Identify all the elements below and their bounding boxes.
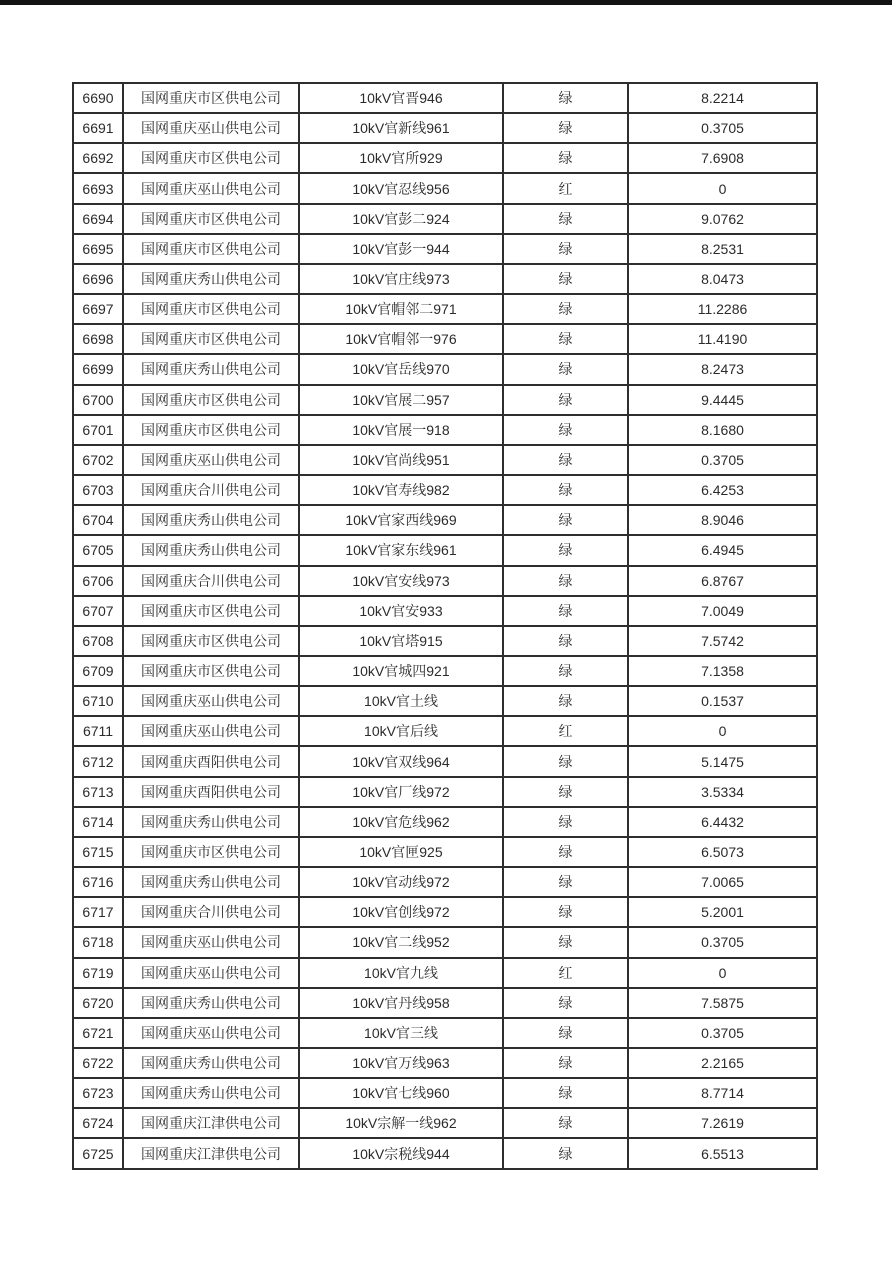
table-row: [73, 324, 817, 354]
company-cell: 国网重庆秀山供电公司: [123, 1078, 299, 1108]
company-cell: 国网重庆巫山供电公司: [123, 173, 299, 203]
value-cell: 0.3705: [628, 113, 817, 143]
line-name-cell: 10kV官匣925: [299, 837, 503, 867]
status-cell: 绿: [503, 294, 628, 324]
status-cell: 绿: [503, 1138, 628, 1168]
company-cell: 国网重庆酉阳供电公司: [123, 746, 299, 776]
table-row: [73, 143, 817, 173]
company-cell: 国网重庆市区供电公司: [123, 204, 299, 234]
table-row: [73, 897, 817, 927]
status-cell: 绿: [503, 475, 628, 505]
page-top-bar: [0, 0, 892, 5]
status-cell: 绿: [503, 505, 628, 535]
value-cell: 6.5073: [628, 837, 817, 867]
company-cell: 国网重庆江津供电公司: [123, 1138, 299, 1168]
status-cell: 绿: [503, 656, 628, 686]
row-number-cell: 6715: [73, 837, 123, 867]
table-row: [73, 173, 817, 203]
line-name-cell: 10kV官九线: [299, 958, 503, 988]
line-name-cell: 10kV官彭二924: [299, 204, 503, 234]
table-row: [73, 475, 817, 505]
company-cell: 国网重庆秀山供电公司: [123, 867, 299, 897]
table-row: [73, 535, 817, 565]
status-cell: 绿: [503, 143, 628, 173]
line-name-cell: 10kV官帽邻二971: [299, 294, 503, 324]
row-number-cell: 6717: [73, 897, 123, 927]
line-name-cell: 10kV官庄线973: [299, 264, 503, 294]
company-cell: 国网重庆秀山供电公司: [123, 354, 299, 384]
status-cell: 绿: [503, 988, 628, 1018]
table-row: [73, 204, 817, 234]
line-name-cell: 10kV官安线973: [299, 566, 503, 596]
table-row: [73, 867, 817, 897]
status-cell: 绿: [503, 324, 628, 354]
company-cell: 国网重庆巫山供电公司: [123, 686, 299, 716]
row-number-cell: 6706: [73, 566, 123, 596]
line-name-cell: 10kV官三线: [299, 1018, 503, 1048]
status-cell: 绿: [503, 807, 628, 837]
status-cell: 绿: [503, 897, 628, 927]
row-number-cell: 6716: [73, 867, 123, 897]
row-number-cell: 6708: [73, 626, 123, 656]
value-cell: 0: [628, 958, 817, 988]
status-cell: 绿: [503, 385, 628, 415]
line-name-cell: 10kV官城四921: [299, 656, 503, 686]
table-row: [73, 445, 817, 475]
company-cell: 国网重庆酉阳供电公司: [123, 777, 299, 807]
status-cell: 绿: [503, 927, 628, 957]
company-cell: 国网重庆巫山供电公司: [123, 445, 299, 475]
row-number-cell: 6690: [73, 83, 123, 113]
value-cell: 0.3705: [628, 445, 817, 475]
line-name-cell: 10kV官家东线961: [299, 535, 503, 565]
line-name-cell: 10kV官二线952: [299, 927, 503, 957]
table-row: [73, 596, 817, 626]
value-cell: 11.4190: [628, 324, 817, 354]
line-name-cell: 10kV官展二957: [299, 385, 503, 415]
row-number-cell: 6693: [73, 173, 123, 203]
company-cell: 国网重庆巫山供电公司: [123, 716, 299, 746]
line-name-cell: 10kV宗解一线962: [299, 1108, 503, 1138]
value-cell: 0: [628, 716, 817, 746]
row-number-cell: 6691: [73, 113, 123, 143]
row-number-cell: 6697: [73, 294, 123, 324]
table-row: [73, 746, 817, 776]
row-number-cell: 6720: [73, 988, 123, 1018]
table-row: [73, 234, 817, 264]
value-cell: 7.5875: [628, 988, 817, 1018]
company-cell: 国网重庆市区供电公司: [123, 385, 299, 415]
value-cell: 6.4432: [628, 807, 817, 837]
table-row: [73, 686, 817, 716]
line-name-cell: 10kV官尚线951: [299, 445, 503, 475]
value-cell: 5.2001: [628, 897, 817, 927]
value-cell: 6.5513: [628, 1138, 817, 1168]
table-body: [73, 83, 817, 1169]
status-cell: 绿: [503, 626, 628, 656]
value-cell: 7.6908: [628, 143, 817, 173]
table-row: [73, 1018, 817, 1048]
line-name-cell: 10kV官寿线982: [299, 475, 503, 505]
value-cell: 8.7714: [628, 1078, 817, 1108]
company-cell: 国网重庆巫山供电公司: [123, 1018, 299, 1048]
table-row: [73, 1078, 817, 1108]
line-name-cell: 10kV官展一918: [299, 415, 503, 445]
status-cell: 绿: [503, 1108, 628, 1138]
table-row: [73, 626, 817, 656]
row-number-cell: 6701: [73, 415, 123, 445]
value-cell: 9.4445: [628, 385, 817, 415]
company-cell: 国网重庆市区供电公司: [123, 837, 299, 867]
line-name-cell: 10kV官丹线958: [299, 988, 503, 1018]
line-name-cell: 10kV官帽邻一976: [299, 324, 503, 354]
row-number-cell: 6707: [73, 596, 123, 626]
line-name-cell: 10kV官晋946: [299, 83, 503, 113]
table-row: [73, 83, 817, 113]
line-name-cell: 10kV官彭一944: [299, 234, 503, 264]
value-cell: 6.4945: [628, 535, 817, 565]
line-name-cell: 10kV官创线972: [299, 897, 503, 927]
line-name-cell: 10kV官土线: [299, 686, 503, 716]
line-name-cell: 10kV官厂线972: [299, 777, 503, 807]
line-name-cell: 10kV官后线: [299, 716, 503, 746]
status-cell: 绿: [503, 777, 628, 807]
company-cell: 国网重庆巫山供电公司: [123, 958, 299, 988]
company-cell: 国网重庆市区供电公司: [123, 324, 299, 354]
status-cell: 绿: [503, 746, 628, 776]
status-cell: 红: [503, 716, 628, 746]
row-number-cell: 6723: [73, 1078, 123, 1108]
value-cell: 0.3705: [628, 1018, 817, 1048]
table-row: [73, 958, 817, 988]
row-number-cell: 6700: [73, 385, 123, 415]
status-cell: 绿: [503, 264, 628, 294]
status-cell: 绿: [503, 113, 628, 143]
company-cell: 国网重庆市区供电公司: [123, 596, 299, 626]
status-cell: 绿: [503, 234, 628, 264]
row-number-cell: 6698: [73, 324, 123, 354]
company-cell: 国网重庆秀山供电公司: [123, 505, 299, 535]
row-number-cell: 6721: [73, 1018, 123, 1048]
row-number-cell: 6699: [73, 354, 123, 384]
company-cell: 国网重庆市区供电公司: [123, 626, 299, 656]
value-cell: 0: [628, 173, 817, 203]
line-name-cell: 10kV官所929: [299, 143, 503, 173]
status-cell: 绿: [503, 1078, 628, 1108]
company-cell: 国网重庆合川供电公司: [123, 566, 299, 596]
value-cell: 8.0473: [628, 264, 817, 294]
company-cell: 国网重庆市区供电公司: [123, 143, 299, 173]
row-number-cell: 6703: [73, 475, 123, 505]
value-cell: 11.2286: [628, 294, 817, 324]
table-row: [73, 264, 817, 294]
company-cell: 国网重庆江津供电公司: [123, 1108, 299, 1138]
company-cell: 国网重庆秀山供电公司: [123, 264, 299, 294]
row-number-cell: 6694: [73, 204, 123, 234]
value-cell: 9.0762: [628, 204, 817, 234]
company-cell: 国网重庆秀山供电公司: [123, 988, 299, 1018]
value-cell: 0.1537: [628, 686, 817, 716]
company-cell: 国网重庆秀山供电公司: [123, 807, 299, 837]
line-name-cell: 10kV官安933: [299, 596, 503, 626]
value-cell: 7.0049: [628, 596, 817, 626]
row-number-cell: 6704: [73, 505, 123, 535]
row-number-cell: 6712: [73, 746, 123, 776]
table-row: [73, 927, 817, 957]
row-number-cell: 6713: [73, 777, 123, 807]
table-row: [73, 777, 817, 807]
table-row: [73, 113, 817, 143]
table-row: [73, 1108, 817, 1138]
status-cell: 绿: [503, 837, 628, 867]
row-number-cell: 6695: [73, 234, 123, 264]
value-cell: 7.1358: [628, 656, 817, 686]
table-row: [73, 807, 817, 837]
table-row: [73, 505, 817, 535]
line-name-cell: 10kV官新线961: [299, 113, 503, 143]
row-number-cell: 6710: [73, 686, 123, 716]
status-cell: 红: [503, 958, 628, 988]
value-cell: 7.0065: [628, 867, 817, 897]
row-number-cell: 6714: [73, 807, 123, 837]
company-cell: 国网重庆市区供电公司: [123, 294, 299, 324]
value-cell: 8.1680: [628, 415, 817, 445]
status-cell: 绿: [503, 1018, 628, 1048]
table-row: [73, 294, 817, 324]
table-row: [73, 1138, 817, 1168]
table-row: [73, 354, 817, 384]
status-cell: 绿: [503, 1048, 628, 1078]
company-cell: 国网重庆市区供电公司: [123, 656, 299, 686]
row-number-cell: 6724: [73, 1108, 123, 1138]
line-name-cell: 10kV官忍线956: [299, 173, 503, 203]
table-row: [73, 385, 817, 415]
status-cell: 绿: [503, 354, 628, 384]
table-row: [73, 988, 817, 1018]
value-cell: 7.2619: [628, 1108, 817, 1138]
power-line-table: [72, 82, 818, 1170]
status-cell: 红: [503, 173, 628, 203]
company-cell: 国网重庆巫山供电公司: [123, 113, 299, 143]
line-name-cell: 10kV宗税线944: [299, 1138, 503, 1168]
value-cell: 5.1475: [628, 746, 817, 776]
table-row: [73, 1048, 817, 1078]
value-cell: 8.2214: [628, 83, 817, 113]
status-cell: 绿: [503, 415, 628, 445]
company-cell: 国网重庆合川供电公司: [123, 475, 299, 505]
line-name-cell: 10kV官家西线969: [299, 505, 503, 535]
table-row: [73, 716, 817, 746]
status-cell: 绿: [503, 83, 628, 113]
line-name-cell: 10kV官七线960: [299, 1078, 503, 1108]
company-cell: 国网重庆市区供电公司: [123, 83, 299, 113]
value-cell: 8.2531: [628, 234, 817, 264]
value-cell: 3.5334: [628, 777, 817, 807]
value-cell: 7.5742: [628, 626, 817, 656]
value-cell: 0.3705: [628, 927, 817, 957]
table-row: [73, 566, 817, 596]
row-number-cell: 6692: [73, 143, 123, 173]
row-number-cell: 6725: [73, 1138, 123, 1168]
company-cell: 国网重庆市区供电公司: [123, 415, 299, 445]
table-row: [73, 837, 817, 867]
company-cell: 国网重庆秀山供电公司: [123, 1048, 299, 1078]
value-cell: 8.9046: [628, 505, 817, 535]
row-number-cell: 6709: [73, 656, 123, 686]
row-number-cell: 6696: [73, 264, 123, 294]
row-number-cell: 6702: [73, 445, 123, 475]
line-name-cell: 10kV官双线964: [299, 746, 503, 776]
status-cell: 绿: [503, 535, 628, 565]
row-number-cell: 6705: [73, 535, 123, 565]
status-cell: 绿: [503, 596, 628, 626]
row-number-cell: 6718: [73, 927, 123, 957]
line-name-cell: 10kV官岳线970: [299, 354, 503, 384]
line-name-cell: 10kV官塔915: [299, 626, 503, 656]
table-row: [73, 656, 817, 686]
value-cell: 6.8767: [628, 566, 817, 596]
company-cell: 国网重庆巫山供电公司: [123, 927, 299, 957]
row-number-cell: 6719: [73, 958, 123, 988]
status-cell: 绿: [503, 445, 628, 475]
line-name-cell: 10kV官万线963: [299, 1048, 503, 1078]
company-cell: 国网重庆秀山供电公司: [123, 535, 299, 565]
table-row: [73, 415, 817, 445]
value-cell: 6.4253: [628, 475, 817, 505]
company-cell: 国网重庆市区供电公司: [123, 234, 299, 264]
value-cell: 8.2473: [628, 354, 817, 384]
line-name-cell: 10kV官动线972: [299, 867, 503, 897]
row-number-cell: 6722: [73, 1048, 123, 1078]
status-cell: 绿: [503, 686, 628, 716]
line-name-cell: 10kV官危线962: [299, 807, 503, 837]
status-cell: 绿: [503, 204, 628, 234]
value-cell: 2.2165: [628, 1048, 817, 1078]
status-cell: 绿: [503, 566, 628, 596]
row-number-cell: 6711: [73, 716, 123, 746]
status-cell: 绿: [503, 867, 628, 897]
company-cell: 国网重庆合川供电公司: [123, 897, 299, 927]
